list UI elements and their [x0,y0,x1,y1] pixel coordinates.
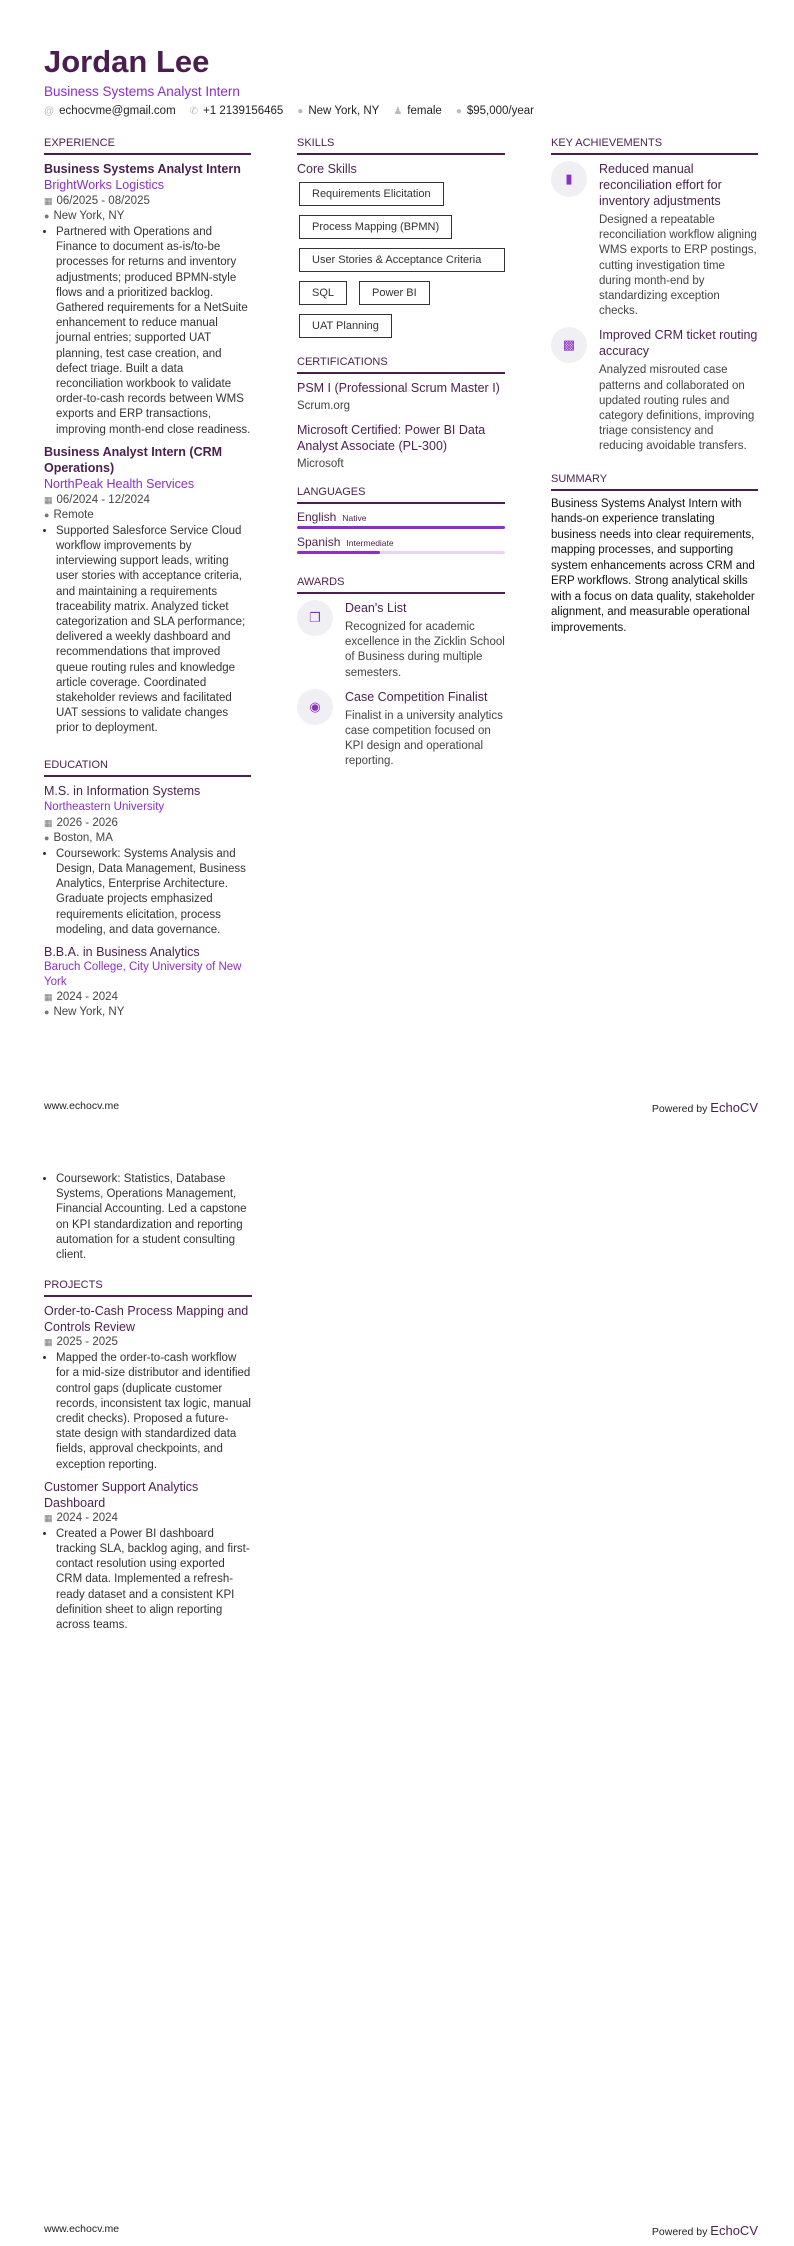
footer-url[interactable]: www.echocv.me [44,2223,120,2235]
money-icon: ● [455,106,462,117]
language-name: English [297,510,337,524]
language-name: Spanish [297,535,341,549]
achievement-title: Improved CRM ticket routing accuracy [599,328,758,359]
award-desc: Recognized for academic excellence in the Zicklin School of Business during multiple semesters. [345,621,505,679]
calendar-icon: ▦ [44,1337,53,1348]
section-heading-projects: PROJECTS [44,1279,252,1297]
award-item [297,600,505,681]
language-level: Native [342,513,367,523]
language-item [297,535,505,554]
location-icon: ● [297,106,304,117]
bullet: • Partnered with Operations and Finance to document as-is/to-be processes for returns and inventory adjustments; produced BPMN-style flows and a prioritized backlog. Gathered requirements for a NetSuite enhancement to reduce manual journal entries; supported UAT planning, test case creation, and defect triage. Built a data reconciliation workbook to validate order-to-cash records between WMS exports and ERP transactions, improving month-end close readiness. [56,225,251,438]
calendar-icon: ▦ [44,991,53,1002]
right-column [551,137,758,1020]
contact-phone[interactable]: ✆ +1 2139156465 [189,105,284,117]
footer-url[interactable]: www.echocv.me [44,1100,120,1112]
experience-item [44,444,251,737]
dates: 06/2025 - 08/2025 [56,195,150,207]
skill-chip: UAT Planning [299,314,392,338]
powered-by: Powered by [651,1103,708,1115]
degree: B.B.A. in Business Analytics [44,944,200,959]
location-icon: ● [44,832,50,843]
achievement-item [551,327,758,454]
achievement-desc: Designed a repeatable reconciliation workflow aligning WMS exports to ERP postings, cutting investigation time during month-end by standardizing exception checks. [599,214,757,318]
bullet: • Mapped the order-to-cash workflow for a mid-size distributor and identified control gaps (duplicate customer records, inconsistent tax logic, manual credit checks). Proposed a future-state design with standardized data fields, approval checkpoints, and exception reporting. [56,1351,252,1473]
contact-row [44,105,758,117]
skill-chip: User Stories & Acceptance Criteria [299,248,505,272]
calendar-icon: ▦ [44,494,53,505]
bullet: • Created a Power BI dashboard tracking SLA, backlog aging, and first-contact resolution using exported CRM data. Implemented a refresh-ready dataset and a consistent KPI definition sheet to align reporting across teams. [56,1527,252,1633]
award-item [297,689,505,770]
education-item [44,944,251,1020]
location: New York, NY [53,1005,125,1018]
achievement-title: Reduced manual reconciliation effort for inventory adjustments [599,162,722,208]
bullet: • Coursework: Statistics, Database Systems, Operations Management, Financial Accounting. Led a capstone on KPI standardization and reporting automation for a student consulting client. [56,1172,252,1263]
language-bar [297,526,505,529]
location-icon: ● [44,1006,50,1017]
project-item [44,1303,252,1473]
location: Remote [53,508,94,521]
dates: 2024 - 2024 [56,1511,118,1524]
degree: M.S. in Information Systems [44,783,201,798]
phone-icon: ✆ [189,106,199,117]
footer [44,2223,758,2238]
dates: 2026 - 2026 [56,816,118,829]
file-icon: ▮ [551,161,587,197]
calendar-icon: ▦ [44,817,53,828]
award-title: Dean's List [345,601,407,615]
language-level: Intermediate [346,538,394,548]
powered-by: Powered by [651,2226,708,2238]
section-heading-skills: SKILLS [297,137,505,155]
page-2 [0,1123,794,2246]
education-item [44,783,251,938]
contact-salary: ● $95,000/year [455,105,534,117]
footer [44,1100,758,1115]
cert-issuer: Microsoft [297,458,344,470]
location-icon: ● [44,211,50,221]
achievement-item [551,161,758,319]
calendar-icon: ▦ [44,1512,53,1523]
summary-text: Business Systems Analyst Intern with hands-on experience translating business needs into clear requirements, mapping processes, and supporting system enhancements across CRM and ERP workflows. Strong analytical skills with a focus on data quality, stakeholder alignment, and measurable operational improvements. [551,497,755,634]
award-title: Case Competition Finalist [345,689,488,704]
middle-column [297,137,505,1020]
experience-item [44,161,251,438]
cert-name: PSM I (Professional Scrum Master I) [297,381,500,395]
achievement-desc: Analyzed misrouted case patterns and collaborated on updated routing rules and category definitions, improving triage consistency and reducing avoidable transfers. [599,364,755,453]
skill-chip: Process Mapping (BPMN) [299,215,452,239]
language-bar [297,551,505,554]
company: NorthPeak Health Services [44,476,195,491]
section-heading-experience: EXPERIENCE [44,137,251,155]
job-title: Business Systems Analyst Intern [44,162,241,176]
dates: 06/2024 - 12/2024 [56,493,150,506]
cert-name: Microsoft Certified: Power BI Data Analyst Associate (PL-300) [297,423,486,453]
candidate-role: Business Systems Analyst Intern [44,84,240,99]
cert-issuer: Scrum.org [297,400,351,412]
dates: 2024 - 2024 [56,990,118,1003]
project-title: Customer Support Analytics Dashboard [44,1479,199,1510]
candidate-name: Jordan Lee [44,44,210,79]
job-title: Business Analyst Intern (CRM Operations) [44,444,223,475]
project-title: Order-to-Cash Process Mapping and Controls Review [44,1304,249,1335]
section-heading-achievements: KEY ACHIEVEMENTS [551,137,758,155]
school: Northeastern University [44,800,165,813]
location: New York, NY [53,210,125,222]
language-bar-fill [297,526,505,529]
badge-icon: ◉ [297,689,333,725]
school: Baruch College, City University of New York [44,960,242,988]
award-desc: Finalist in a university analytics case competition focused on KPI design and operational reporting. [345,709,503,768]
left-column [44,1172,252,1633]
contact-email[interactable]: @ echocvme@gmail.com [44,105,176,117]
document-icon: ❐ [297,600,333,636]
section-heading-awards: AWARDS [297,576,505,594]
company: BrightWorks Logistics [44,178,164,192]
skill-chip: Power BI [359,281,430,305]
dates: 2025 - 2025 [56,1336,118,1349]
book-icon: ▩ [551,327,587,363]
skill-chip: SQL [299,281,347,305]
language-item [297,510,505,529]
brand: EchoCV [710,2223,758,2238]
person-icon: ♟ [393,106,403,117]
location-icon: ● [44,509,50,520]
contact-gender: ♟ female [393,105,442,117]
at-icon: @ [44,106,55,117]
section-heading-education: EDUCATION [44,759,251,777]
skill-chip: Requirements Elicitation [299,182,444,206]
location: Boston, MA [53,831,113,844]
bullet: • Coursework: Systems Analysis and Design, Data Management, Business Analytics, Enterprise Architecture. Graduate projects emphasized requirements elicitation, process modeling, and data governance. [56,847,251,938]
calendar-icon: ▦ [44,196,53,206]
project-item [44,1479,252,1633]
language-bar-fill [297,551,380,554]
section-heading-summary: SUMMARY [551,473,758,491]
section-heading-languages: LANGUAGES [297,486,505,504]
left-column [44,137,251,1020]
bullet: • Supported Salesforce Service Cloud workflow improvements by interviewing support leads, writing user stories with acceptance criteria, and maintaining a requirements traceability matrix. Analyzed ticket categorization and SLA performance; delivered a weekly dashboard and recommendations that improved queue routing rules and knowledge article coverage. Coordinated stakeholder reviews and facilitated UAT sessions to validate changes prior to deployment. [56,524,251,737]
skill-group: Core Skills [297,162,357,176]
contact-location: ● New York, NY [297,105,380,117]
brand: EchoCV [710,1100,758,1115]
section-heading-certifications: CERTIFICATIONS [297,356,505,374]
